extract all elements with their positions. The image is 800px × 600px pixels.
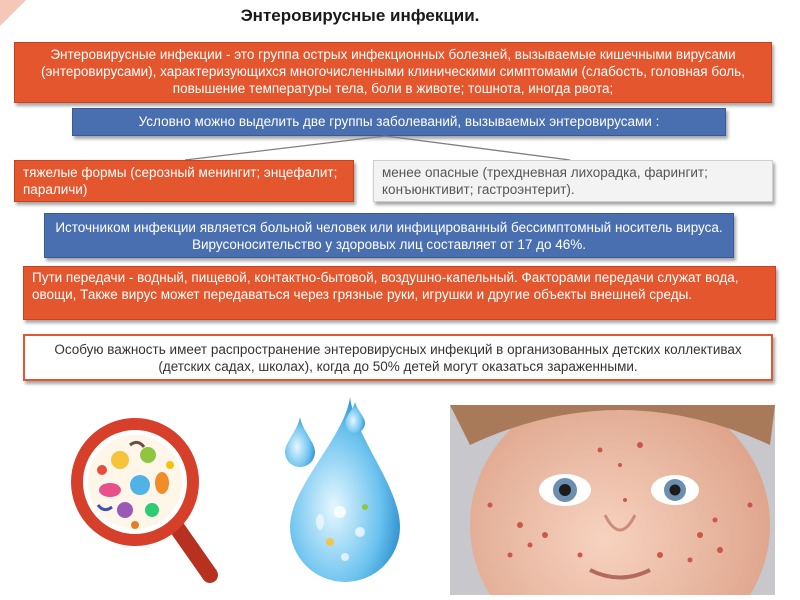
less-dangerous-box: менее опасные (трехдневная лихорадка, фарингит; конъюнктивит; гастроэнтерит). (373, 160, 773, 202)
transmission-box: Пути передачи - водный, пищевой, контактно-бытовой, воздушно-капельный. Факторами передачи служат вода, овощи, Также вирус может передаваться через грязные руки, игрушки и другие объекты внешней среды. (23, 266, 776, 320)
groups-intro-box: Условно можно выделить две группы заболеваний, вызываемых энтеровирусами : (72, 108, 726, 136)
severe-forms-box: тяжелые формы (серозный менингит; энцефалит; параличи) (14, 160, 354, 202)
water-drop-icon (270, 392, 410, 592)
slide-title: Энтеровирусные инфекции. (240, 6, 480, 25)
child-rash-photo (450, 405, 775, 595)
definition-box: Энтеровирусные инфекции - это группа острых инфекционных болезней, вызываемые кишечными вирусами (энтеровирусами), характеризующихся многочисленными клиническими симптомами (слабость, головная боль, повышение температуры тела, боли в животе; тошнота, иногда рвота; (14, 42, 772, 103)
importance-box: Особую важность имеет распространение энтеровирусных инфекций в организованных детских коллективах (детских садах, школах), когда до 50% детей могут оказаться зараженными. (23, 334, 773, 381)
infection-source-box: Источником инфекции является больной человек или инфицированный бессимптомный носитель вируса. Вирусоносительство у здоровых лиц составляет от 17 до 46%. (44, 213, 734, 258)
magnifier-microbes-icon (70, 415, 220, 585)
